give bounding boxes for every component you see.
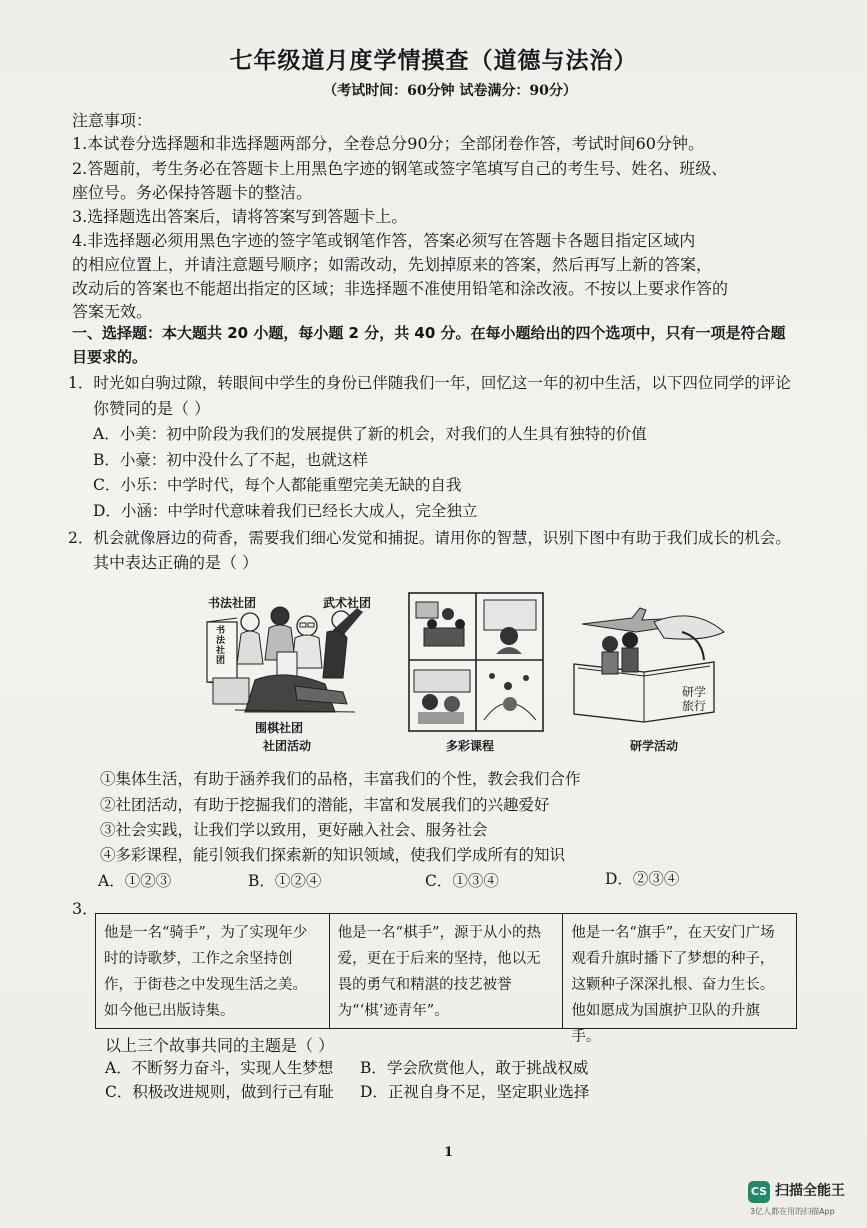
q3-option-a: A．不断努力奋斗，实现人生梦想 [105,1059,334,1077]
q2-option-c: C．①③④ [425,872,499,890]
club-activities-illustration [195,590,385,740]
story-chess-player: 他是一名“棋手”，源于从小的热爱，更在于后来的坚持，他以无畏的勇气和精湛的技艺被誉为“‘棋’迹青年”。 [329,914,563,1028]
notice-line-7: 改动后的答案也不能超出指定的区域；非选择题不准使用铅笔和涂改液。不按以上要求作答的 [72,279,729,298]
q2-option-a: A．①②③ [98,872,172,890]
calligraphy-sign-text: 书法社团 [214,625,224,665]
notice-line-6: 的相应位置上，并请注意题号顺序；如需改动，先划掉原来的答案，然后再写上新的答案， [72,255,713,274]
q3-number: 3． [72,899,99,918]
q2-option-b: B．①②④ [248,872,322,890]
scanner-tagline: 3亿人都在用的扫描App [750,1207,835,1216]
q2-statement-1: ①集体生活，有助于涵养我们的品格，丰富我们的个性，教会我们合作 [100,770,581,788]
caption-colorful-courses: 多彩课程 [446,739,495,753]
q1-option-c: C．小乐：中学时代，每个人都能重塑完美无缺的自我 [93,476,462,494]
q1-stem-1: 1．时光如白驹过隙，转眼间中学生的身份已伴随我们一年，回忆这一年的初中生活，以下四位同学的评论 [68,374,791,392]
caption-club-activities: 社团活动 [263,739,312,753]
q1-option-b: B．小豪：初中没什么了不起，也就这样 [93,451,368,469]
q2-statement-2: ②社团活动，有助于挖掘我们的潜能，丰富和发展我们的兴趣爱好 [100,796,550,814]
q3-option-c: C．积极改进规则，做到行己有耻 [105,1083,334,1101]
q3-stories-table [95,913,797,1045]
notice-line-1: 1.本试卷分选择题和非选择题两部分，全卷总分90分；全部闭卷作答，考试时间60分钟。 [72,134,704,153]
scanner-logo-icon: CS [748,1181,770,1203]
label-go-club: 围棋社团 [255,721,304,735]
notice-line-8: 答案无效。 [72,302,153,321]
label-martial-arts-club: 武术社团 [323,596,372,610]
notice-line-2: 2.答题前，考生务必在答题卡上用黑色字迹的钢笔或签字笔填写自己的考生号、姓名、班级、 [72,159,728,178]
story-flag-bearer: 他是一名“旗手”，在天安门广场观看升旗时播下了梦想的种子，这颗种子深深扎根、奋力生长。他如愿成为国旗护卫队的升旗手。 [562,914,796,1028]
q2-stem-1: 2．机会就像唇边的荷香，需要我们细心发觉和捕捉。请用你的智慧，识别下图中有助于我们成长的机会。 [68,529,791,547]
colorful-courses-illustration [408,592,544,732]
story-rider: 他是一名“骑手”，为了实现年少时的诗歌梦，工作之余坚持创作，于街巷之中发现生活之美。如今他已出版诗集。 [104,925,308,1019]
notice-heading: 注意事项： [72,111,153,130]
q2-statement-3: ③社会实践，让我们学以致用，更好融入社会、服务社会 [100,821,488,839]
scanner-app-name: 扫描全能王 [775,1183,845,1199]
section1-line-1: 一、选择题：本大题共 20 小题，每小题 2 分，共 40 分。在每小题给出的四个选项中，只有一项是符合题 [72,324,786,342]
notice-line-3: 座位号。务必保持答题卡的整洁。 [72,183,313,202]
q1-stem-2: 你赞同的是（ ） [93,399,211,418]
notice-line-5: 4.非选择题必须用黑色字迹的签字笔或钢笔作答，答案必须写在答题卡各题目指定区域内 [72,231,696,250]
q3-option-b: B．学会欣赏他人，敢于挑战权威 [360,1059,589,1077]
q1-option-a: A．小美：初中阶段为我们的发展提供了新的机会，对我们的人生具有独特的价值 [93,425,647,443]
exam-subtitle: （考试时间：60分钟 试卷满分：90分） [323,83,577,99]
q1-option-d: D．小涵：中学时代意味着我们已经长大成人，完全独立 [93,502,478,520]
study-trip-book-text: 研学旅行 [682,685,707,713]
page-number: 1 [444,1145,454,1160]
q3-option-d: D．正视自身不足，坚定职业选择 [360,1083,590,1101]
label-calligraphy-club: 书法社团 [208,596,257,610]
section1-line-2: 目要求的。 [72,348,148,366]
q3-stem: 以上三个故事共同的主题是（ ） [105,1036,335,1055]
caption-study-trip: 研学活动 [630,739,679,753]
exam-title: 七年级道月度学情摸查（道德与法治） [229,48,638,74]
q2-option-d: D．②③④ [605,870,680,888]
q2-stem-2: 其中表达正确的是（ ） [93,553,259,572]
notice-line-4: 3.选择题选出答案后，请将答案写到答题卡上。 [72,207,408,226]
q2-statement-4: ④多彩课程，能引领我们探索新的知识领域，使我们学成所有的知识 [100,846,566,864]
